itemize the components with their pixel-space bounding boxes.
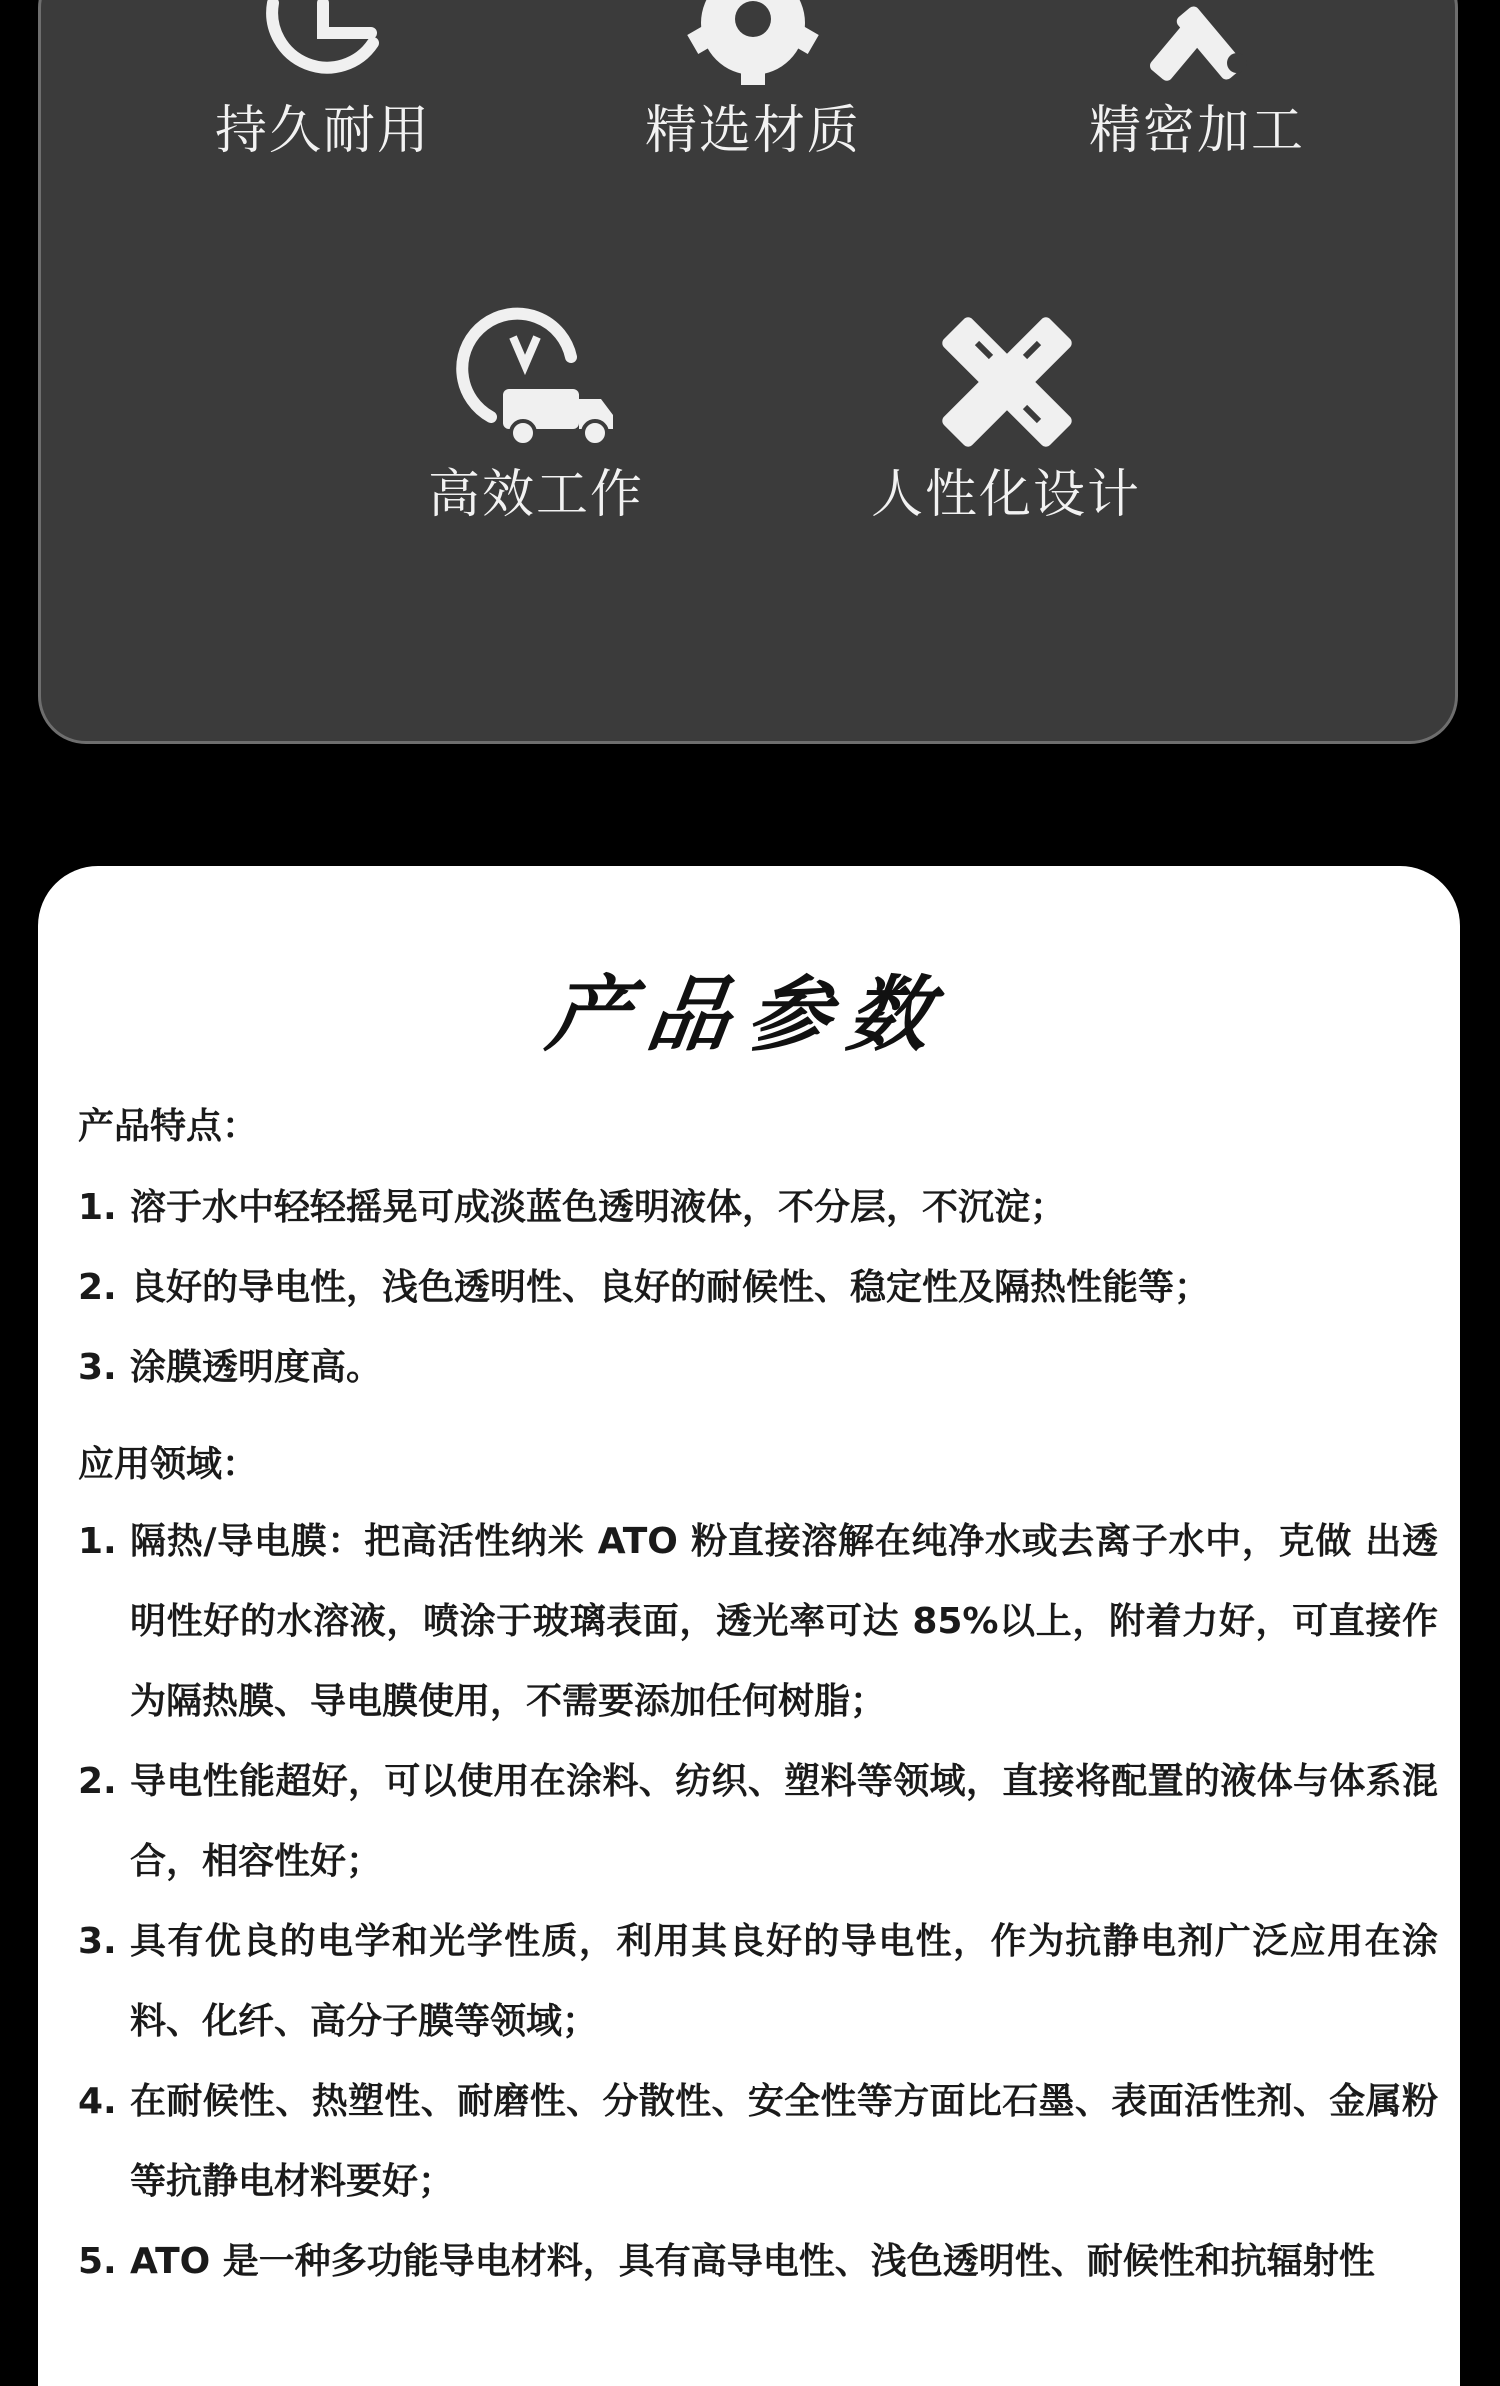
durability-gauge-icon [253,0,393,93]
feature-label: 精密加工 [1088,101,1305,161]
list-item: 1. 隔热/导电膜：把高活性纳米 ATO 粉直接溶解在纯净水或去离子水中，克做 出透明性好的水溶液，喷涂于玻璃表面，透光率可达 85%以上，附着力好，可直接作为隔热膜、导电膜使用，不需要添加任何树脂； [78,1521,1438,1722]
feature-durable [143,0,503,161]
feature-label: 精选材质 [644,101,861,161]
list-item: 3. 具有优良的电学和光学性质，利用其良好的导电性，作为抗静电剂广泛应用在涂料、化纤、高分子膜等领域； [78,1921,1438,2042]
features-heading: 产品特点： [78,1106,259,1147]
feature-material [573,0,933,161]
tools-icon [1127,0,1267,93]
delivery-clock-icon [451,307,621,457]
params-title: 产品参数 [541,968,955,1063]
list-item: 2. 良好的导电性，浅色透明性、良好的耐候性、稳定性及隔热性能等； [78,1267,1211,1308]
applications-heading: 应用领域： [78,1444,259,1485]
list-item: 2. 导电性能超好，可以使用在涂料、纺织、塑料等领域，直接将配置的液体与体系混合，相容性好； [78,1761,1438,1882]
list-item: 3. 涂膜透明度高。 [78,1347,383,1388]
feature-precision [1017,0,1377,161]
list-item: 5. ATO 是一种多功能导电材料，具有高导电性、浅色透明性、耐候性和抗辐射性 [78,2241,1375,2282]
feature-label: 人性化设计 [870,465,1141,525]
list-item: 1. 溶于水中轻轻摇晃可成淡蓝色透明液体，不分层，不沉淀； [78,1187,1067,1228]
gear-icon [683,0,823,93]
product-params-card [38,866,1460,2386]
feature-panel [38,0,1458,744]
list-item: 4. 在耐候性、热塑性、耐磨性、分散性、安全性等方面比石墨、表面活性剂、金属粉等抗静电材料要好； [78,2081,1438,2202]
feature-efficient [356,307,716,525]
feature-humanized [826,307,1186,525]
feature-label: 持久耐用 [214,101,431,161]
feature-label: 高效工作 [427,465,644,525]
ruler-pencil-icon [921,307,1091,457]
